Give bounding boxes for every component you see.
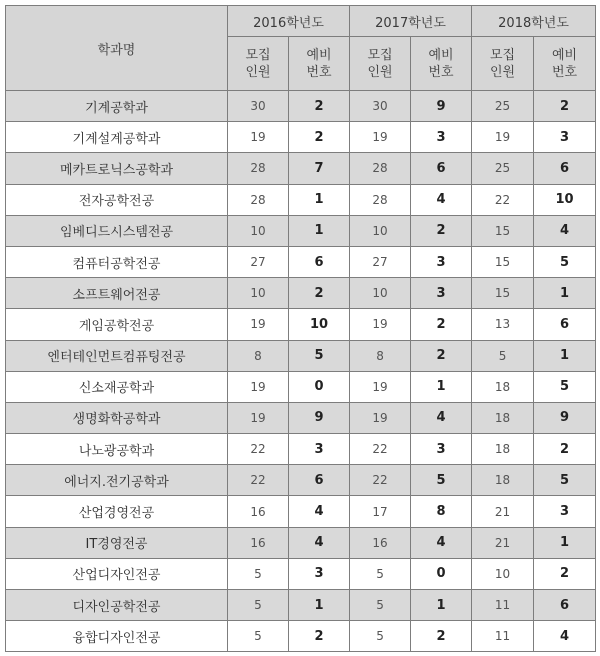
table-row bbox=[6, 246, 596, 277]
table-row bbox=[6, 278, 596, 309]
reserve-number-cell: 1 bbox=[289, 184, 350, 215]
reserve-number-cell: 9 bbox=[289, 402, 350, 433]
table-row bbox=[6, 402, 596, 433]
recruit-count-cell: 21 bbox=[472, 527, 534, 558]
table-row bbox=[6, 621, 596, 652]
recruit-count-cell: 10 bbox=[228, 278, 289, 309]
reserve-number-cell: 1 bbox=[534, 278, 596, 309]
reserve-number-cell: 4 bbox=[289, 496, 350, 527]
reserve-number-cell: 4 bbox=[411, 527, 472, 558]
reserve-number-cell: 1 bbox=[289, 215, 350, 246]
reserve-number-cell: 3 bbox=[534, 122, 596, 153]
recruit-count-cell: 15 bbox=[472, 215, 534, 246]
recruit-count-cell: 8 bbox=[350, 340, 411, 371]
reserve-number-cell: 4 bbox=[289, 527, 350, 558]
reserve-number-cell: 2 bbox=[534, 91, 596, 122]
reserve-number-cell: 2 bbox=[411, 340, 472, 371]
recruit-count-cell: 5 bbox=[228, 558, 289, 589]
table-row bbox=[6, 465, 596, 496]
recruit-count-cell: 22 bbox=[472, 184, 534, 215]
reserve-number-cell: 3 bbox=[411, 434, 472, 465]
reserve-number-cell: 2 bbox=[534, 434, 596, 465]
header-recruit-line1: 모집 bbox=[245, 47, 271, 63]
recruit-count-cell: 22 bbox=[228, 465, 289, 496]
recruit-count-cell: 5 bbox=[350, 621, 411, 652]
recruit-count-cell: 5 bbox=[472, 340, 534, 371]
reserve-number-cell: 1 bbox=[411, 590, 472, 621]
header-reserve bbox=[411, 37, 472, 91]
header-reserve bbox=[534, 37, 596, 91]
table-header bbox=[6, 6, 596, 91]
recruit-count-cell: 19 bbox=[228, 122, 289, 153]
recruit-count-cell: 19 bbox=[350, 402, 411, 433]
table-row bbox=[6, 590, 596, 621]
dept-name-cell: 기계설계공학과 bbox=[6, 122, 228, 153]
recruit-count-cell: 5 bbox=[228, 590, 289, 621]
table-row bbox=[6, 309, 596, 340]
header-recruit bbox=[228, 37, 289, 91]
recruit-count-cell: 10 bbox=[228, 215, 289, 246]
recruit-count-cell: 27 bbox=[228, 246, 289, 277]
dept-name-cell: 엔터테인먼트컴퓨팅전공 bbox=[6, 340, 228, 371]
dept-name-cell: 컴퓨터공학전공 bbox=[6, 246, 228, 277]
recruit-count-cell: 5 bbox=[228, 621, 289, 652]
recruit-count-cell: 15 bbox=[472, 278, 534, 309]
recruit-count-cell: 22 bbox=[350, 465, 411, 496]
admissions-table bbox=[5, 5, 596, 652]
table-row bbox=[6, 527, 596, 558]
reserve-number-cell: 3 bbox=[289, 558, 350, 589]
recruit-count-cell: 28 bbox=[350, 184, 411, 215]
dept-name-cell: 전자공학전공 bbox=[6, 184, 228, 215]
reserve-number-cell: 0 bbox=[289, 371, 350, 402]
recruit-count-cell: 28 bbox=[228, 153, 289, 184]
table-row bbox=[6, 434, 596, 465]
dept-name-cell: 산업디자인전공 bbox=[6, 558, 228, 589]
recruit-count-cell: 21 bbox=[472, 496, 534, 527]
recruit-count-cell: 19 bbox=[472, 122, 534, 153]
recruit-count-cell: 28 bbox=[228, 184, 289, 215]
recruit-count-cell: 19 bbox=[350, 371, 411, 402]
header-row-years bbox=[6, 6, 596, 37]
recruit-count-cell: 18 bbox=[472, 434, 534, 465]
recruit-count-cell: 27 bbox=[350, 246, 411, 277]
recruit-count-cell: 18 bbox=[472, 371, 534, 402]
reserve-number-cell: 5 bbox=[534, 371, 596, 402]
recruit-count-cell: 28 bbox=[350, 153, 411, 184]
reserve-number-cell: 6 bbox=[534, 309, 596, 340]
recruit-count-cell: 25 bbox=[472, 91, 534, 122]
dept-name-cell: 신소재공학과 bbox=[6, 371, 228, 402]
header-recruit-line2: 인원 bbox=[489, 64, 516, 80]
recruit-count-cell: 19 bbox=[350, 122, 411, 153]
recruit-count-cell: 17 bbox=[350, 496, 411, 527]
dept-name-cell: 게임공학전공 bbox=[6, 309, 228, 340]
recruit-count-cell: 11 bbox=[472, 590, 534, 621]
dept-name-cell: 에너지.전기공학과 bbox=[6, 465, 228, 496]
table-row bbox=[6, 340, 596, 371]
header-reserve-line1: 예비 bbox=[551, 47, 578, 63]
recruit-count-cell: 30 bbox=[350, 91, 411, 122]
dept-name-cell: 소프트웨어전공 bbox=[6, 278, 228, 309]
reserve-number-cell: 3 bbox=[534, 496, 596, 527]
reserve-number-cell: 5 bbox=[289, 340, 350, 371]
recruit-count-cell: 5 bbox=[350, 558, 411, 589]
reserve-number-cell: 5 bbox=[411, 465, 472, 496]
recruit-count-cell: 18 bbox=[472, 402, 534, 433]
header-reserve-line1: 예비 bbox=[428, 47, 454, 63]
header-recruit bbox=[350, 37, 411, 91]
dept-name-cell: 산업경영전공 bbox=[6, 496, 228, 527]
recruit-count-cell: 22 bbox=[228, 434, 289, 465]
recruit-count-cell: 8 bbox=[228, 340, 289, 371]
reserve-number-cell: 6 bbox=[289, 246, 350, 277]
reserve-number-cell: 0 bbox=[411, 558, 472, 589]
header-reserve-line1: 예비 bbox=[306, 47, 332, 63]
table-row bbox=[6, 184, 596, 215]
reserve-number-cell: 9 bbox=[534, 402, 596, 433]
table-row bbox=[6, 496, 596, 527]
reserve-number-cell: 3 bbox=[289, 434, 350, 465]
reserve-number-cell: 7 bbox=[289, 153, 350, 184]
reserve-number-cell: 2 bbox=[289, 122, 350, 153]
reserve-number-cell: 3 bbox=[411, 246, 472, 277]
reserve-number-cell: 4 bbox=[534, 621, 596, 652]
dept-name-cell: 디자인공학전공 bbox=[6, 590, 228, 621]
reserve-number-cell: 4 bbox=[534, 215, 596, 246]
recruit-count-cell: 10 bbox=[350, 278, 411, 309]
recruit-count-cell: 15 bbox=[472, 246, 534, 277]
table-row bbox=[6, 558, 596, 589]
recruit-count-cell: 5 bbox=[350, 590, 411, 621]
reserve-number-cell: 9 bbox=[411, 91, 472, 122]
dept-name-cell: 기계공학과 bbox=[6, 91, 228, 122]
reserve-number-cell: 2 bbox=[411, 309, 472, 340]
header-reserve-line2: 번호 bbox=[428, 64, 454, 80]
reserve-number-cell: 1 bbox=[534, 527, 596, 558]
header-year-2017: 2017학년도 bbox=[350, 6, 472, 37]
recruit-count-cell: 10 bbox=[472, 558, 534, 589]
table-body bbox=[6, 91, 596, 652]
header-recruit-line2: 인원 bbox=[367, 64, 393, 80]
recruit-count-cell: 13 bbox=[472, 309, 534, 340]
reserve-number-cell: 4 bbox=[411, 184, 472, 215]
reserve-number-cell: 6 bbox=[534, 153, 596, 184]
reserve-number-cell: 2 bbox=[289, 621, 350, 652]
recruit-count-cell: 30 bbox=[228, 91, 289, 122]
recruit-count-cell: 19 bbox=[228, 309, 289, 340]
header-reserve-line2: 번호 bbox=[551, 64, 578, 80]
dept-name-cell: 나노광공학과 bbox=[6, 434, 228, 465]
recruit-count-cell: 10 bbox=[350, 215, 411, 246]
reserve-number-cell: 2 bbox=[411, 621, 472, 652]
reserve-number-cell: 10 bbox=[289, 309, 350, 340]
reserve-number-cell: 6 bbox=[534, 590, 596, 621]
reserve-number-cell: 1 bbox=[411, 371, 472, 402]
reserve-number-cell: 4 bbox=[411, 402, 472, 433]
recruit-count-cell: 19 bbox=[350, 309, 411, 340]
recruit-count-cell: 22 bbox=[350, 434, 411, 465]
header-dept: 학과명 bbox=[6, 6, 228, 91]
reserve-number-cell: 3 bbox=[411, 122, 472, 153]
reserve-number-cell: 10 bbox=[534, 184, 596, 215]
header-year-2016: 2016학년도 bbox=[228, 6, 350, 37]
header-year-2018: 2018학년도 bbox=[472, 6, 596, 37]
dept-name-cell: 생명화학공학과 bbox=[6, 402, 228, 433]
reserve-number-cell: 6 bbox=[289, 465, 350, 496]
reserve-number-cell: 1 bbox=[534, 340, 596, 371]
reserve-number-cell: 6 bbox=[411, 153, 472, 184]
recruit-count-cell: 16 bbox=[228, 496, 289, 527]
table-row bbox=[6, 91, 596, 122]
recruit-count-cell: 16 bbox=[228, 527, 289, 558]
reserve-number-cell: 2 bbox=[411, 215, 472, 246]
reserve-number-cell: 2 bbox=[289, 91, 350, 122]
dept-name-cell: 메카트로닉스공학과 bbox=[6, 153, 228, 184]
recruit-count-cell: 19 bbox=[228, 371, 289, 402]
admissions-table-container bbox=[5, 5, 596, 652]
recruit-count-cell: 19 bbox=[228, 402, 289, 433]
header-recruit-line2: 인원 bbox=[245, 64, 271, 80]
dept-name-cell: 융합디자인전공 bbox=[6, 621, 228, 652]
header-recruit-line1: 모집 bbox=[489, 47, 516, 63]
recruit-count-cell: 11 bbox=[472, 621, 534, 652]
reserve-number-cell: 2 bbox=[534, 558, 596, 589]
dept-name-cell: 임베디드시스템전공 bbox=[6, 215, 228, 246]
recruit-count-cell: 16 bbox=[350, 527, 411, 558]
dept-name-cell: IT경영전공 bbox=[6, 527, 228, 558]
recruit-count-cell: 18 bbox=[472, 465, 534, 496]
header-recruit-line1: 모집 bbox=[367, 47, 393, 63]
table-row bbox=[6, 153, 596, 184]
table-row bbox=[6, 215, 596, 246]
reserve-number-cell: 1 bbox=[289, 590, 350, 621]
header-reserve-line2: 번호 bbox=[306, 64, 332, 80]
reserve-number-cell: 5 bbox=[534, 465, 596, 496]
recruit-count-cell: 25 bbox=[472, 153, 534, 184]
table-row bbox=[6, 371, 596, 402]
reserve-number-cell: 8 bbox=[411, 496, 472, 527]
header-reserve bbox=[289, 37, 350, 91]
reserve-number-cell: 2 bbox=[289, 278, 350, 309]
table-row bbox=[6, 122, 596, 153]
header-recruit bbox=[472, 37, 534, 91]
reserve-number-cell: 5 bbox=[534, 246, 596, 277]
reserve-number-cell: 3 bbox=[411, 278, 472, 309]
